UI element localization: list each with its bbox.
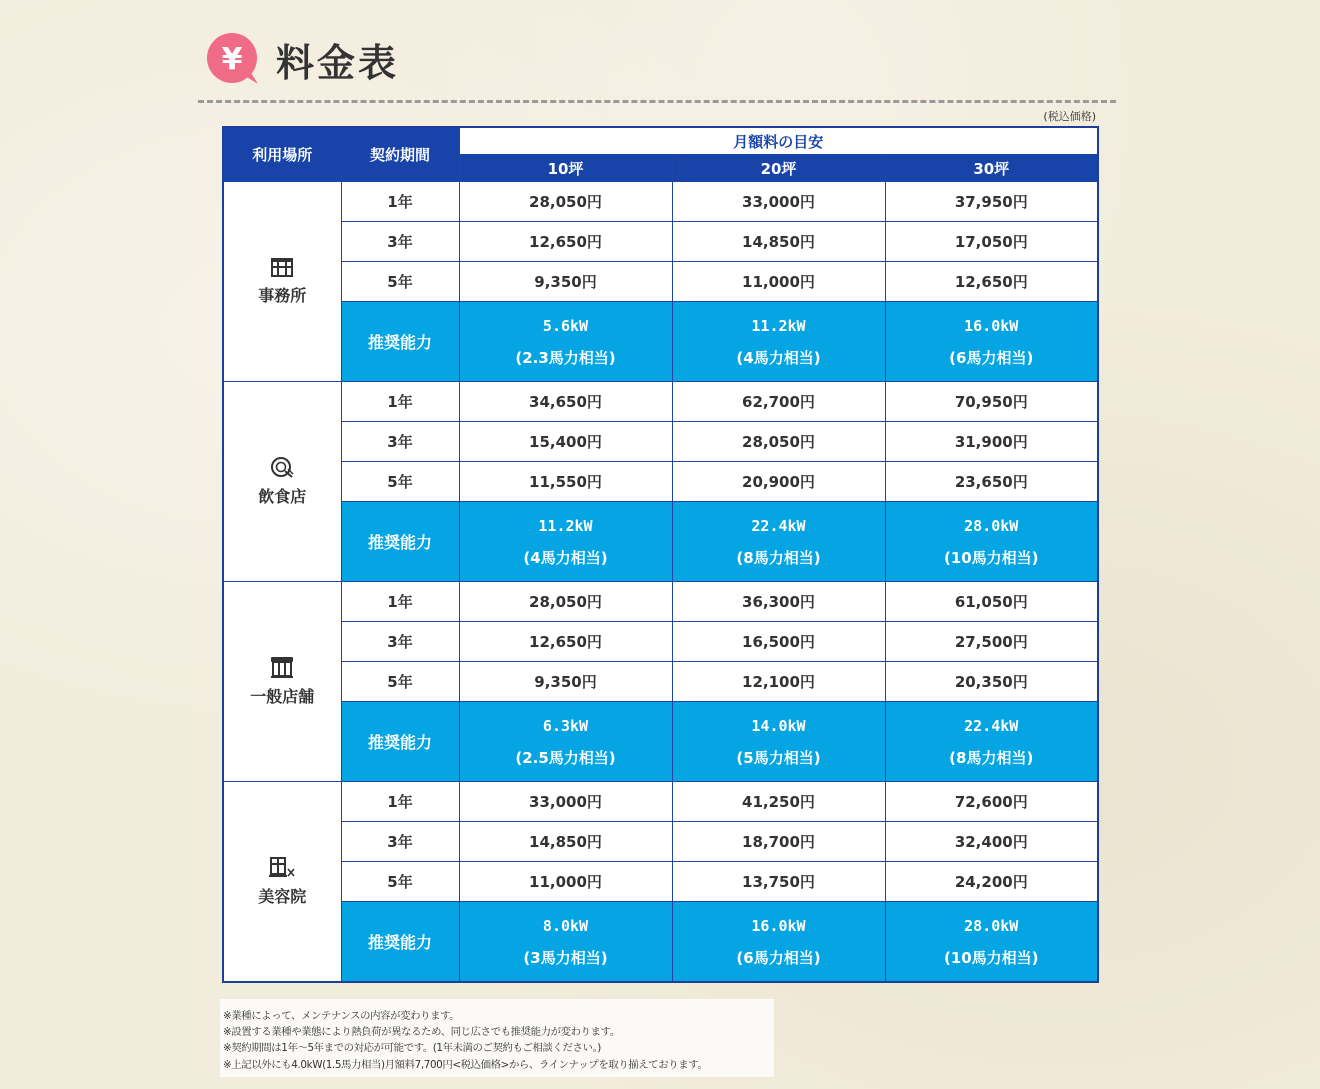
price-cell: 28,050円 — [459, 582, 672, 622]
recommend-kw: 16.0kW — [751, 916, 806, 935]
storefront-icon — [270, 656, 294, 678]
recommend-row — [223, 302, 1098, 382]
recommend-kw: 16.0kW — [964, 316, 1019, 335]
recommend-hp: (8馬力相当) — [949, 748, 1034, 767]
beauty-salon-icon — [269, 856, 295, 878]
svg-text:¥: ¥ — [221, 42, 243, 77]
recommend-row — [223, 702, 1098, 782]
period-cell: 3年 — [341, 222, 459, 262]
recommend-kw: 22.4kW — [964, 716, 1019, 735]
price-cell: 34,650円 — [459, 382, 672, 422]
price-cell: 9,350円 — [459, 262, 672, 302]
price-cell: 12,100円 — [672, 662, 885, 702]
price-cell: 33,000円 — [672, 182, 885, 222]
page-title: 料金表 — [276, 40, 400, 85]
recommend-hp: (10馬力相当) — [943, 948, 1039, 967]
dish-icon — [270, 456, 294, 478]
recommend-cell — [672, 302, 885, 382]
recommend-kw: 28.0kW — [964, 516, 1019, 535]
recommend-hp: (2.5馬力相当) — [515, 748, 616, 767]
table-row — [223, 622, 1098, 662]
recommend-label: 推奨能力 — [341, 502, 459, 582]
recommend-kw: 8.0kW — [542, 916, 589, 935]
table-row — [223, 782, 1098, 822]
price-cell: 11,550円 — [459, 462, 672, 502]
period-cell: 1年 — [341, 382, 459, 422]
period-cell: 5年 — [341, 262, 459, 302]
period-cell: 3年 — [341, 622, 459, 662]
recommend-hp: (4馬力相当) — [736, 348, 821, 367]
recommend-kw: 6.3kW — [542, 716, 589, 735]
header-monthly: 月額料の目安 — [459, 127, 1098, 155]
price-cell: 23,650円 — [885, 462, 1098, 502]
table-row — [223, 862, 1098, 902]
recommend-cell — [459, 902, 672, 983]
price-cell: 17,050円 — [885, 222, 1098, 262]
note-line: ※契約期間は1年〜5年までの対応が可能です。(1年未満のご契約もご相談ください。) — [223, 1042, 601, 1055]
price-cell: 16,500円 — [672, 622, 885, 662]
recommend-cell — [885, 302, 1098, 382]
table-row — [223, 422, 1098, 462]
header-period: 契約期間 — [341, 127, 459, 182]
price-cell: 11,000円 — [459, 862, 672, 902]
price-cell: 36,300円 — [672, 582, 885, 622]
price-cell: 62,700円 — [672, 382, 885, 422]
recommend-cell — [459, 302, 672, 382]
price-cell: 27,500円 — [885, 622, 1098, 662]
recommend-cell — [885, 902, 1098, 983]
place-label: 美容院 — [258, 887, 307, 906]
note-line: ※上記以外にも4.0kW(1.5馬力相当)月額料7,700円<税込価格>から、ラインナップを取り揃えております。 — [223, 1058, 708, 1071]
notes-box — [220, 999, 774, 1077]
table-row — [223, 182, 1098, 222]
header-size-10: 10坪 — [459, 155, 672, 182]
recommend-label: 推奨能力 — [341, 302, 459, 382]
period-cell: 1年 — [341, 782, 459, 822]
header-size-20: 20坪 — [672, 155, 885, 182]
title-divider — [198, 100, 1116, 103]
recommend-label: 推奨能力 — [341, 702, 459, 782]
period-cell: 1年 — [341, 582, 459, 622]
yen-icon — [206, 32, 260, 86]
recommend-kw: 11.2kW — [751, 316, 806, 335]
period-cell: 5年 — [341, 662, 459, 702]
price-cell: 13,750円 — [672, 862, 885, 902]
recommend-cell — [459, 502, 672, 582]
recommend-hp: (8馬力相当) — [736, 548, 821, 567]
place-cell-store — [223, 582, 341, 782]
price-cell: 14,850円 — [672, 222, 885, 262]
recommend-kw: 11.2kW — [538, 516, 593, 535]
recommend-kw: 5.6kW — [542, 316, 589, 335]
place-cell-restaurant — [223, 382, 341, 582]
recommend-hp: (4馬力相当) — [523, 548, 608, 567]
recommend-row — [223, 502, 1098, 582]
price-cell: 28,050円 — [459, 182, 672, 222]
place-cell-office — [223, 182, 341, 382]
recommend-kw: 28.0kW — [964, 916, 1019, 935]
header-size-30: 30坪 — [885, 155, 1098, 182]
table-row — [223, 662, 1098, 702]
period-cell: 5年 — [341, 462, 459, 502]
recommend-hp: (2.3馬力相当) — [515, 348, 616, 367]
table-row — [223, 262, 1098, 302]
recommend-cell — [672, 702, 885, 782]
recommend-kw: 22.4kW — [751, 516, 806, 535]
price-cell: 28,050円 — [672, 422, 885, 462]
price-cell: 20,900円 — [672, 462, 885, 502]
page-header — [206, 32, 399, 86]
price-cell: 61,050円 — [885, 582, 1098, 622]
price-cell: 37,950円 — [885, 182, 1098, 222]
recommend-cell — [672, 502, 885, 582]
price-cell: 32,400円 — [885, 822, 1098, 862]
recommend-row — [223, 902, 1098, 983]
table-row — [223, 382, 1098, 422]
price-cell: 11,000円 — [672, 262, 885, 302]
place-label: 事務所 — [258, 286, 307, 305]
recommend-hp: (6馬力相当) — [949, 348, 1034, 367]
price-cell: 12,650円 — [885, 262, 1098, 302]
place-label: 飲食店 — [258, 487, 307, 506]
table-row — [223, 582, 1098, 622]
price-cell: 14,850円 — [459, 822, 672, 862]
recommend-cell — [459, 702, 672, 782]
place-label: 一般店舗 — [250, 687, 315, 706]
price-cell: 70,950円 — [885, 382, 1098, 422]
price-table — [222, 126, 1099, 983]
note-line: ※業種によって、メンテナンスの内容が変わります。 — [223, 1010, 460, 1022]
price-cell: 33,000円 — [459, 782, 672, 822]
recommend-hp: (6馬力相当) — [736, 948, 821, 967]
table-row — [223, 222, 1098, 262]
price-cell: 41,250円 — [672, 782, 885, 822]
price-cell: 9,350円 — [459, 662, 672, 702]
period-cell: 5年 — [341, 862, 459, 902]
period-cell: 1年 — [341, 182, 459, 222]
table-row — [223, 462, 1098, 502]
period-cell: 3年 — [341, 422, 459, 462]
note-line: ※設置する業種や業態により熱負荷が異なるため、同じ広さでも推奨能力が変わります。 — [223, 1026, 620, 1039]
recommend-hp: (3馬力相当) — [523, 948, 608, 967]
price-cell: 20,350円 — [885, 662, 1098, 702]
price-cell: 12,650円 — [459, 622, 672, 662]
recommend-cell — [885, 702, 1098, 782]
tax-note: (税込価格) — [1043, 110, 1096, 123]
recommend-cell — [672, 902, 885, 983]
table-row — [223, 822, 1098, 862]
recommend-kw: 14.0kW — [751, 716, 806, 735]
price-cell: 18,700円 — [672, 822, 885, 862]
office-building-icon — [270, 257, 294, 277]
recommend-label: 推奨能力 — [341, 902, 459, 983]
recommend-cell — [885, 502, 1098, 582]
period-cell: 3年 — [341, 822, 459, 862]
recommend-hp: (10馬力相当) — [943, 548, 1039, 567]
price-cell: 31,900円 — [885, 422, 1098, 462]
price-cell: 72,600円 — [885, 782, 1098, 822]
recommend-hp: (5馬力相当) — [736, 748, 821, 767]
price-cell: 24,200円 — [885, 862, 1098, 902]
price-cell: 12,650円 — [459, 222, 672, 262]
header-place: 利用場所 — [223, 127, 341, 182]
place-cell-salon — [223, 782, 341, 983]
price-cell: 15,400円 — [459, 422, 672, 462]
